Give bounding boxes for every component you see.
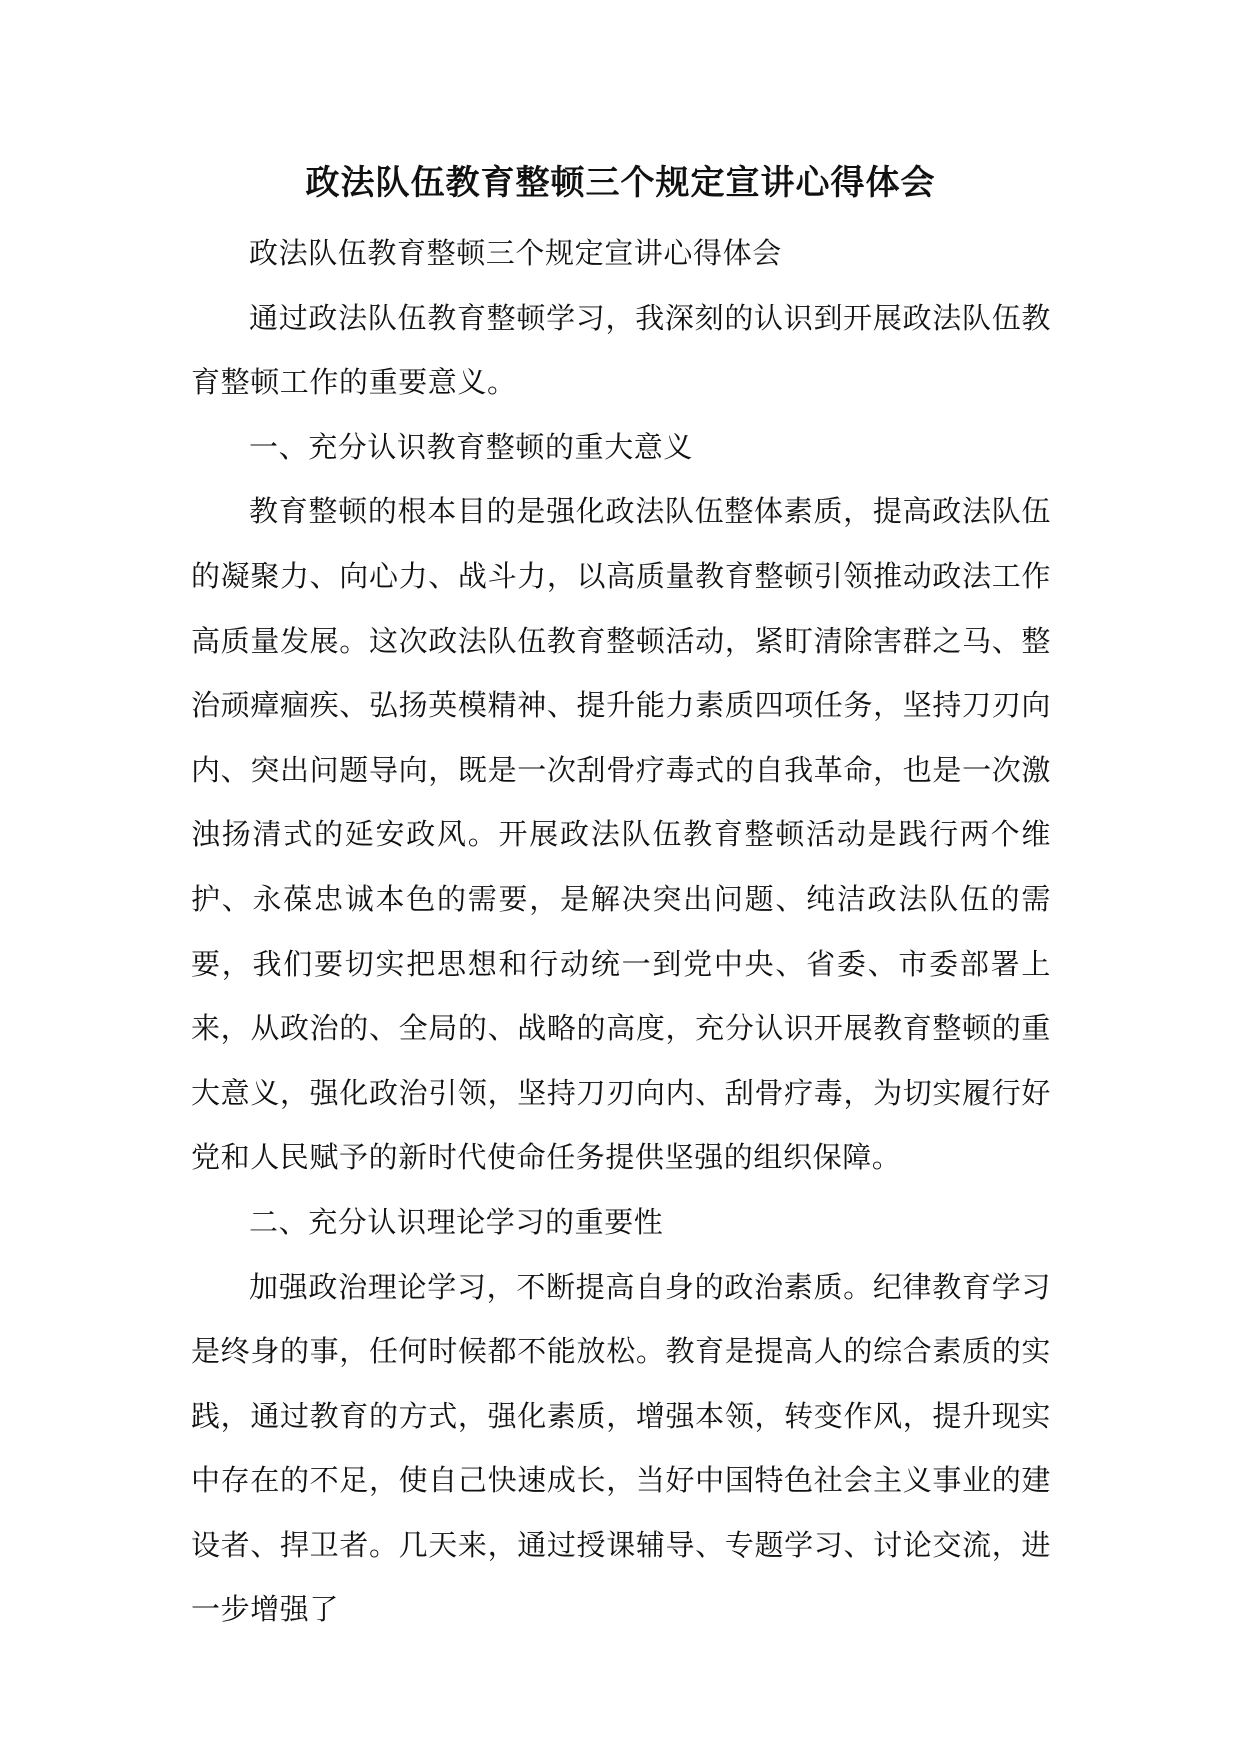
document-title: 政法队伍教育整顿三个规定宣讲心得体会 <box>305 163 936 203</box>
document-body <box>191 221 1051 1642</box>
paragraph-section-2: 加强政治理论学习，不断提高自身的政治素质。纪律教育学习是终身的事，任何时候都不能放松。教育是提高人的综合素质的实践，通过教育的方式，强化素质，增强本领，转变作风，提升现实中存在的不足，使自己快速成长，当好中国特色社会主义事业的建设者、捍卫者。几天来，通过授课辅导、专题学习、讨论交流，进一步增强了 <box>191 1269 1051 1627</box>
paragraph-intro: 通过政法队伍教育整顿学习，我深刻的认识到开展政法队伍教育整顿工作的重要意义。 <box>191 300 1051 400</box>
section-heading-1: 一、充分认识教育整顿的重大意义 <box>249 429 694 464</box>
section-heading-2: 二、充分认识理论学习的重要性 <box>249 1204 664 1239</box>
paragraph-section-1: 教育整顿的根本目的是强化政法队伍整体素质，提高政法队伍的凝聚力、向心力、战斗力，以高质量教育整顿引领推动政法工作高质量发展。这次政法队伍教育整顿活动，紧盯清除害群之马、整治顽瘴痼疾、弘扬英模精神、提升能力素质四项任务，坚持刀刃向内、突出问题导向，既是一次刮骨疗毒式的自我革命，也是一次激浊扬清式的延安政风。开展政法队伍教育整顿活动是践行两个维护、永葆忠诚本色的需要，是解决突出问题、纯洁政法队伍的需要，我们要切实把思想和行动统一到党中央、省委、市委部署上来，从政治的、全局的、战略的高度，充分认识开展教育整顿的重大意义，强化政治引领，坚持刀刃向内、刮骨疗毒，为切实履行好党和人民赋予的新时代使命任务提供坚强的组织保障。 <box>191 494 1051 1175</box>
paragraph-subtitle: 政法队伍教育整顿三个规定宣讲心得体会 <box>249 236 782 270</box>
